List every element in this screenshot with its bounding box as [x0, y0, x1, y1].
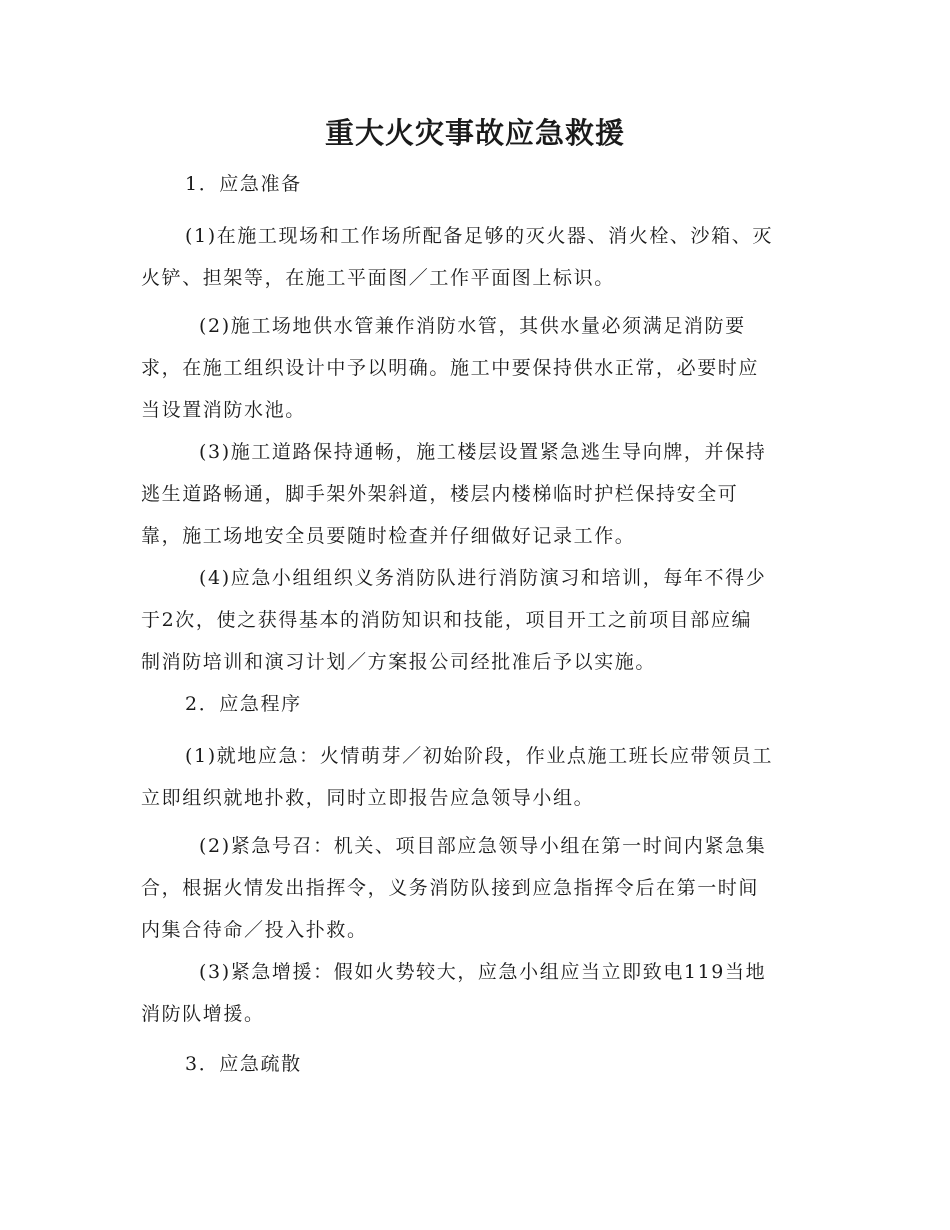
paragraph-line: (4)应急小组组织义务消防队进行消防演习和培训，每年不得少: [199, 567, 767, 589]
paragraph-line: 逃生道路畅通，脚手架外架斜道，楼层内楼梯临时护栏保持安全可: [141, 483, 739, 505]
heading-text: 2．应急程序: [185, 693, 302, 715]
heading-text: 3．应急疏散: [185, 1053, 302, 1075]
paragraph-line: 立即组织就地扑救，同时立即报告应急领导小组。: [141, 787, 595, 809]
heading-text: 1．应急准备: [185, 173, 302, 195]
paragraph-line: 内集合待命／投入扑救。: [141, 919, 368, 941]
paragraph: [141, 431, 809, 557]
paragraph-line: (3)施工道路保持通畅，施工楼层设置紧急逃生导向牌，并保持: [199, 441, 767, 463]
paragraph-line: 靠，施工场地安全员要随时检查并仔细做好记录工作。: [141, 525, 636, 547]
paragraph-line: 合，根据火情发出指挥令，义务消防队接到应急指挥令后在第一时间: [141, 877, 760, 899]
paragraph: [141, 305, 809, 431]
paragraph-line: 制消防培训和演习计划／方案报公司经批准后予以实施。: [141, 651, 657, 673]
section-heading: [141, 1043, 809, 1085]
paragraph: [141, 215, 809, 299]
paragraph: [141, 735, 809, 819]
section-heading: [141, 683, 809, 725]
paragraph: [141, 557, 809, 683]
paragraph: [141, 825, 809, 951]
paragraph-line: 火铲、担架等，在施工平面图／工作平面图上标识。: [141, 267, 615, 289]
paragraph-line: 消防队增援。: [141, 1003, 265, 1025]
paragraph-line: 当设置消防水池。: [141, 399, 306, 421]
paragraph-line: (1)就地应急：火情萌芽／初始阶段，作业点施工班长应带领员工: [185, 745, 773, 767]
paragraph: [141, 951, 809, 1035]
paragraph-line: (2)紧急号召：机关、项目部应急领导小组在第一时间内紧急集: [199, 835, 767, 857]
paragraph-line: 于2次，使之获得基本的消防知识和技能，项目开工之前项目部应编: [141, 609, 753, 631]
paragraph-line: (2)施工场地供水管兼作消防水管，其供水量必须满足消防要: [199, 315, 746, 337]
paragraph-line: (3)紧急增援：假如火势较大，应急小组应当立即致电119当地: [199, 961, 767, 983]
paragraph-line: (1)在施工现场和工作场所配备足够的灭火器、消火栓、沙箱、灭: [185, 225, 773, 247]
section-heading: [141, 163, 809, 205]
paragraph-line: 求，在施工组织设计中予以明确。施工中要保持供水正常，必要时应: [141, 357, 760, 379]
document-title: 重大火灾事故应急救援: [324, 116, 625, 150]
